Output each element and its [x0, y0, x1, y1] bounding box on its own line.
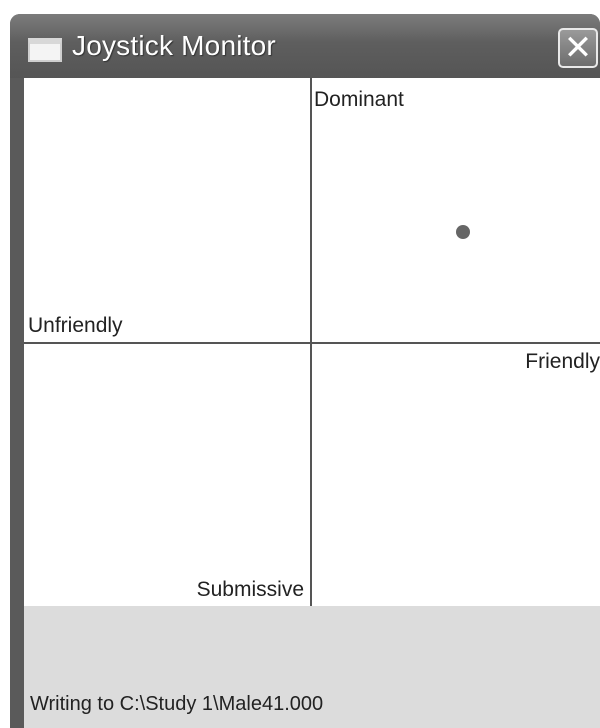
label-submissive: Submissive [196, 578, 304, 601]
label-unfriendly: Unfriendly [28, 314, 123, 337]
title-bar[interactable] [10, 14, 600, 78]
joystick-plot [24, 78, 600, 606]
joystick-position-dot [456, 225, 470, 239]
window-title: Joystick Monitor [72, 30, 276, 61]
window-icon [28, 38, 62, 62]
close-icon[interactable]: ✕ [558, 28, 598, 68]
horizontal-axis [24, 342, 600, 344]
client-area [24, 78, 600, 728]
status-text: Writing to C:\Study 1\Male41.000 [30, 693, 324, 715]
joystick-monitor-window [10, 14, 600, 728]
label-dominant: Dominant [314, 88, 404, 111]
status-panel [24, 606, 600, 728]
label-friendly: Friendly [525, 350, 600, 373]
